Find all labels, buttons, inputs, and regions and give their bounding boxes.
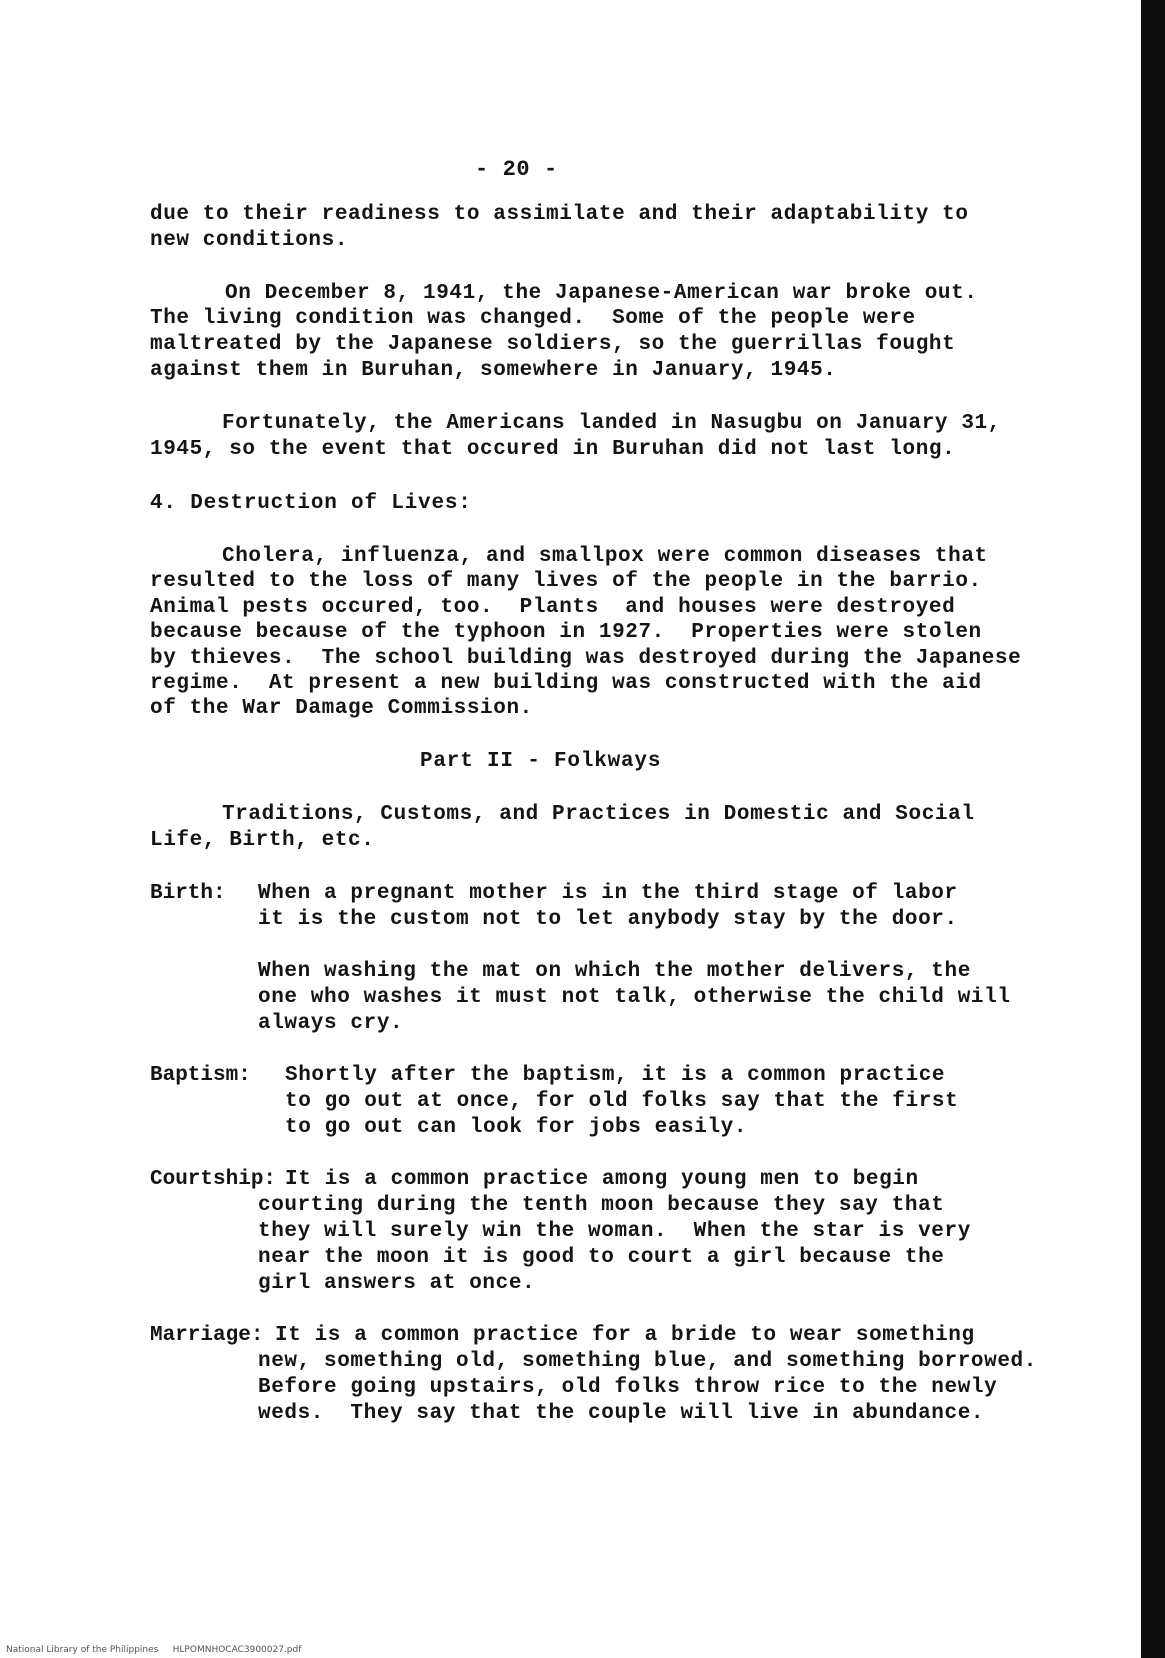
marriage-line-1: It is a common practice for a bride to wear something (275, 1324, 975, 1347)
marriage-label: Marriage: (150, 1324, 264, 1347)
paragraph-2-line-1: On December 8, 1941, the Japanese-American war broke out. (225, 282, 978, 305)
birth-label: Birth: (150, 882, 226, 905)
paragraph-1-line-2: new conditions. (150, 229, 349, 252)
paragraph-2-line-3: maltreated by the Japanese soldiers, so the guerrillas fought (150, 333, 956, 356)
birth-line-4: one who washes it must not talk, otherwise the child will (258, 986, 1011, 1009)
paragraph-4-line-5: by thieves. The school building was destroyed during the Japanese (150, 647, 1022, 670)
birth-line-5: always cry. (258, 1012, 404, 1035)
baptism-line-3: to go out can look for jobs easily. (285, 1116, 748, 1139)
courtship-line-4: near the moon it is good to court a girl because the (258, 1246, 945, 1269)
birth-line-3: When washing the mat on which the mother delivers, the (258, 960, 971, 983)
courtship-line-2: courting during the tenth moon because they say that (258, 1194, 945, 1217)
courtship-line-3: they will surely win the woman. When the star is very (258, 1220, 971, 1243)
scan-edge-border (1141, 0, 1165, 1658)
paragraph-4-line-4: because because of the typhoon in 1927. Properties were stolen (150, 621, 982, 644)
baptism-line-1: Shortly after the baptism, it is a common practice (285, 1064, 946, 1087)
baptism-label: Baptism: (150, 1064, 251, 1087)
marriage-line-4: weds. They say that the couple will live in abundance. (258, 1402, 985, 1425)
birth-line-1: When a pregnant mother is in the third stage of labor (258, 882, 958, 905)
paragraph-4-line-2: resulted to the loss of many lives of the people in the barrio. (150, 570, 982, 593)
paragraph-4-line-1: Cholera, influenza, and smallpox were common diseases that (222, 545, 988, 568)
footer-source: National Library of the Philippines HLPOMNHOCAC3900027.pdf (6, 1645, 302, 1655)
birth-line-2: it is the custom not to let anybody stay by the door. (258, 908, 958, 931)
courtship-line-5: girl answers at once. (258, 1272, 536, 1295)
part-heading: Part II - Folkways (420, 750, 662, 773)
paragraph-4-line-3: Animal pests occured, too. Plants and houses were destroyed (150, 596, 956, 619)
marriage-line-3: Before going upstairs, old folks throw rice to the newly (258, 1376, 998, 1399)
page-number: - 20 - (475, 157, 558, 182)
subheading-line-1: Traditions, Customs, and Practices in Domestic and Social (222, 803, 975, 826)
baptism-line-2: to go out at once, for old folks say that the first (285, 1090, 959, 1113)
paragraph-4-line-6: regime. At present a new building was constructed with the aid (150, 672, 982, 695)
subheading-line-2: Life, Birth, etc. (150, 829, 375, 852)
courtship-line-1: It is a common practice among young men to begin (285, 1168, 919, 1191)
paragraph-4-line-7: of the War Damage Commission. (150, 697, 533, 720)
section-heading-destruction: 4. Destruction of Lives: (150, 492, 472, 515)
paragraph-3-line-1: Fortunately, the Americans landed in Nasugbu on January 31, (222, 412, 1001, 435)
paragraph-1-line-1: due to their readiness to assimilate and their adaptability to (150, 203, 969, 226)
paragraph-2-line-2: The living condition was changed. Some of the people were (150, 307, 916, 330)
courtship-label: Courtship: (150, 1168, 277, 1191)
paragraph-2-line-4: against them in Buruhan, somewhere in January, 1945. (150, 359, 837, 382)
paragraph-3-line-2: 1945, so the event that occured in Buruhan did not last long. (150, 438, 956, 461)
marriage-line-2: new, something old, something blue, and something borrowed. (258, 1350, 1037, 1373)
